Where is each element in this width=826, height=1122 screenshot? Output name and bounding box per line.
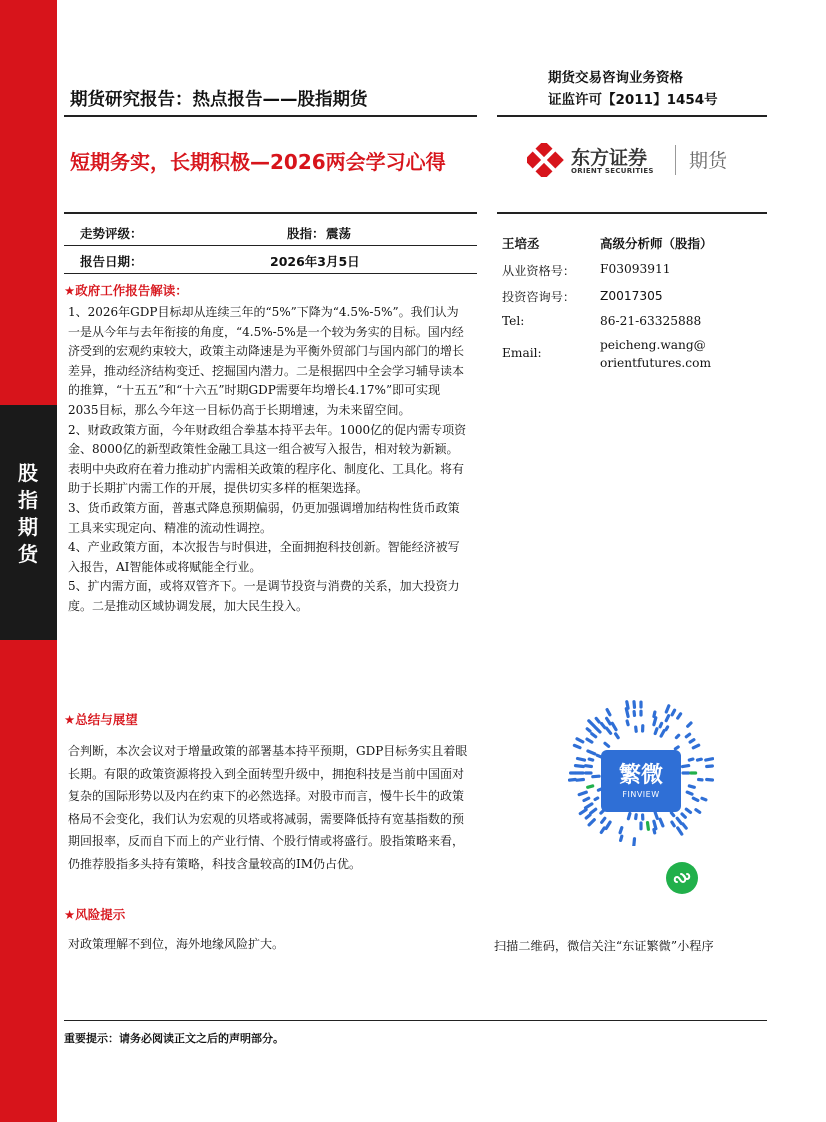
- qr-code-ray: [593, 776, 599, 777]
- email-value-line-2[interactable]: orientfutures.com: [600, 356, 712, 370]
- risk-paragraph: 对政策理解不到位，海外地缘风险扩大。: [68, 937, 285, 951]
- email-label: Email:: [502, 346, 542, 360]
- qr-code-ray: [661, 731, 664, 737]
- qr-code-ray: [707, 780, 713, 781]
- qr-code-ray: [589, 721, 595, 727]
- qr-code-ray: [620, 828, 622, 833]
- main-title: 短期务实，长期积极—2026两会学习心得: [70, 150, 446, 174]
- analyst-title: 高级分析师（股指）: [600, 236, 713, 251]
- qr-code-ray: [580, 810, 586, 814]
- gov-report-body: [68, 303, 468, 617]
- qr-code-ray: [577, 739, 583, 742]
- analyst-divider-top: [497, 212, 767, 214]
- footer-important-note: 重要提示：请务必阅读正文之后的声明部分。: [64, 1032, 284, 1045]
- qr-code-ray: [592, 734, 596, 737]
- side-category-label: [0, 460, 57, 568]
- qr-code-ray: [578, 759, 585, 761]
- orient-securities-logo: [527, 143, 767, 177]
- side-category-char: 货: [18, 542, 39, 566]
- rating-target-label: 股指：: [287, 226, 325, 241]
- license-line-2: 证监许可【2011】1454号: [548, 92, 718, 108]
- qr-code-ray: [689, 786, 694, 787]
- cert-label: 从业资格号：: [502, 264, 576, 278]
- gov-report-paragraph: 2、财政政策方面，今年财政组合拳基本持平去年。1000亿的促内需专项资金、8000亿的新型政策性金融工具这一组合被写入报告，相对较为新颖。表明中央政府在着力推动扩内需相关政策的程序化、制度化、工具化。将有助于长期扩内需工作的开展，提供切实多样的框架选择。: [68, 422, 467, 496]
- qr-code-ray: [595, 798, 598, 800]
- qr-code-ray: [686, 809, 690, 812]
- consult-label: 投资咨询号：: [502, 290, 576, 304]
- summary-paragraph: 合判断，本次会议对于增量政策的部署基本持平预期，GDP目标务实且着眼长期。有限的政策资源将投入到全面转型升级中，拥抱科技是当前中国面对复杂的国际形势以及内在约束下的必然选择。对股市而言，慢牛长牛的政策格局不会变化，我们认为宏观的贝塔或将减弱，需要降低持有宽基指数的预期回报率，反而自下而上的产业行情、个股行情或将盛行。股指策略来看，仍推荐股指多头持有策略，科技含量较高的IM仍占优。: [68, 744, 468, 871]
- qr-code-ray: [655, 813, 657, 819]
- qr-center-text: 繁微: [618, 763, 663, 788]
- section-heading-gov-report: ★政府工作报告解读：: [64, 283, 188, 298]
- qr-code-ray: [683, 824, 686, 828]
- qr-code-ray: [693, 798, 698, 800]
- qr-code-ray: [676, 735, 678, 737]
- qr-code-ray: [660, 723, 662, 726]
- qr-code-ray: [605, 743, 609, 746]
- qr-code-ray: [601, 828, 604, 833]
- qr-code-ray: [627, 721, 628, 725]
- qr-code-ray: [595, 727, 600, 732]
- qr-code-ray: [628, 814, 630, 819]
- qr-code-ray: [589, 759, 593, 760]
- miniprogram-icon: [666, 862, 698, 894]
- logo-suffix: 期货: [689, 150, 728, 172]
- meta-divider-top: [64, 212, 477, 214]
- qr-code-ray: [666, 727, 668, 730]
- qr-code-ray: [579, 792, 586, 794]
- qr-code-ray: [588, 751, 595, 754]
- qr-code-ray: [666, 706, 669, 712]
- qr-code-ray: [587, 729, 590, 731]
- rating-value: 震荡: [326, 226, 352, 241]
- qr-code-ray: [687, 792, 692, 794]
- qr-code-ray: [636, 727, 637, 731]
- qr-code-ray: [678, 828, 682, 834]
- tel-label: Tel:: [502, 314, 525, 328]
- qr-code-ray: [672, 822, 674, 826]
- logo-name-en: ORIENT SECURITIES: [571, 167, 654, 175]
- cert-value: F03093911: [600, 262, 671, 276]
- gov-report-paragraph: 4、产业政策方面，本次报告与时俱进，全面拥抱科技创新。智能经济被写入报告，AI智能体或将赋能全行业。: [68, 540, 460, 574]
- qr-code-ray: [682, 814, 685, 817]
- qr-code-ray: [688, 723, 691, 726]
- summary-body: [68, 740, 468, 876]
- report-type-title: 期货研究报告：热点报告——股指期货: [70, 90, 368, 110]
- qr-code-ray: [654, 821, 656, 828]
- gov-report-paragraph: 5、扩内需方面，或将双管齐下。一是调节投资与消费的关系，加大投资力度。二是推动区域协调发展，加大民生投入。: [68, 579, 460, 613]
- tel-value: 86-21-63325888: [600, 314, 702, 328]
- qr-caption: 扫描二维码，微信关注“东证繁微”小程序: [494, 939, 714, 953]
- side-category-text: [0, 460, 57, 568]
- header-divider-right: [497, 115, 767, 117]
- qr-code-ray: [707, 766, 713, 767]
- qr-code-ray: [634, 702, 635, 708]
- qr-code-ray: [589, 820, 594, 825]
- date-value: 2026年3月5日: [270, 254, 360, 269]
- qr-code-ray: [698, 759, 702, 760]
- consult-value: Z0017305: [600, 289, 663, 303]
- side-category-char: 股: [18, 461, 39, 485]
- qr-code-ray: [689, 759, 693, 760]
- qr-center-subtext: FINVIEW: [622, 790, 660, 799]
- qr-code-ray: [671, 813, 673, 816]
- qr-code-ray: [612, 723, 616, 729]
- qr-code-ray: [693, 745, 698, 748]
- gov-report-paragraph: 1、2026年GDP目标却从连续三年的“5%”下降为“4.5%-5%”。我们认为一是从今年与去年衔接的角度，“4.5%-5%是一个较为务实的目标。国内经济受到的宏观约束较大，政策主动降速是为平衡外贸部门与国内部门的增长差异，推动经济结构变迁、挖掘国内潜力。二是根据四中全会学习辅导读本的推算，“十五五”和“十六五”时期GDP需要年均增长4.17%”即可实现2035目标，那么今年这一目标仍高于长期增速，为未来留空间。: [68, 305, 465, 417]
- qr-code-ray: [696, 810, 700, 813]
- qr-code-ray: [574, 745, 580, 747]
- meta-divider-bottom: [64, 273, 477, 274]
- qr-code-ray: [683, 766, 689, 767]
- qr-code-ray: [577, 780, 584, 781]
- risk-body: [68, 935, 468, 955]
- qr-code-ray: [706, 759, 713, 760]
- qr-code-ray: [660, 819, 663, 826]
- date-label: 报告日期：: [80, 254, 143, 269]
- qr-code-ray: [654, 712, 655, 717]
- analyst-name: 王培丞: [502, 236, 540, 251]
- qr-code-ray: [602, 724, 605, 728]
- qr-code-ray: [607, 728, 611, 733]
- email-value-line-1[interactable]: peicheng.wang@: [600, 338, 706, 352]
- qr-code-ray: [672, 710, 675, 715]
- qr-code-ray: [675, 747, 678, 749]
- qr-code-ray: [586, 804, 592, 808]
- section-heading-summary: ★总结与展望: [64, 712, 138, 727]
- license-line-1: 期货交易咨询业务资格: [548, 70, 683, 86]
- qr-code-ray: [677, 818, 681, 823]
- qr-code-ray: [621, 836, 622, 840]
- qr-code-ray: [686, 734, 689, 737]
- qr-code-ray: [627, 702, 628, 709]
- section-heading-risk: ★风险提示: [64, 907, 126, 922]
- side-category-char: 期: [18, 515, 39, 539]
- side-category-char: 指: [18, 488, 39, 512]
- qr-code-ray: [690, 740, 694, 742]
- qr-code-ray: [569, 780, 575, 781]
- qr-code-ray: [634, 839, 635, 846]
- qr-code-ray: [666, 716, 668, 721]
- qr-code-ray: [586, 766, 592, 767]
- footer-divider: [64, 1020, 767, 1021]
- qr-code-ray: [678, 714, 681, 718]
- qr-code-ray: [702, 798, 706, 800]
- qr-code-ray: [576, 766, 584, 767]
- qr-code-ray: [588, 786, 593, 787]
- meta-divider-mid: [64, 245, 477, 246]
- qr-code-ray: [654, 718, 656, 725]
- qr-code-ray: [596, 718, 599, 722]
- gov-report-paragraph: 3、货币政策方面，普惠式降息预期偏弱，仍更加强调增加结构性货币政策工具来实现定向、精准的流动性调控。: [68, 500, 460, 535]
- header-divider-left: [64, 115, 477, 117]
- logo-name-cn: 东方证券: [571, 147, 648, 169]
- rating-label: 走势评级：: [80, 226, 143, 241]
- qr-code-ray: [602, 818, 605, 822]
- wechat-miniprogram-qr-code[interactable]: [568, 700, 714, 846]
- qr-code-ray: [648, 823, 649, 830]
- qr-code-ray: [591, 809, 596, 813]
- qr-code-ray: [587, 739, 592, 742]
- qr-code-ray: [607, 718, 611, 724]
- qr-code-ray: [607, 710, 610, 715]
- qr-code-ray: [606, 822, 610, 828]
- logo-separator: [675, 145, 676, 175]
- qr-code-ray: [586, 815, 590, 818]
- qr-code-ray: [654, 830, 655, 833]
- qr-code-ray: [655, 729, 657, 734]
- qr-code-ray: [636, 815, 637, 819]
- qr-code-ray: [616, 734, 619, 738]
- qr-code-ray: [584, 798, 589, 800]
